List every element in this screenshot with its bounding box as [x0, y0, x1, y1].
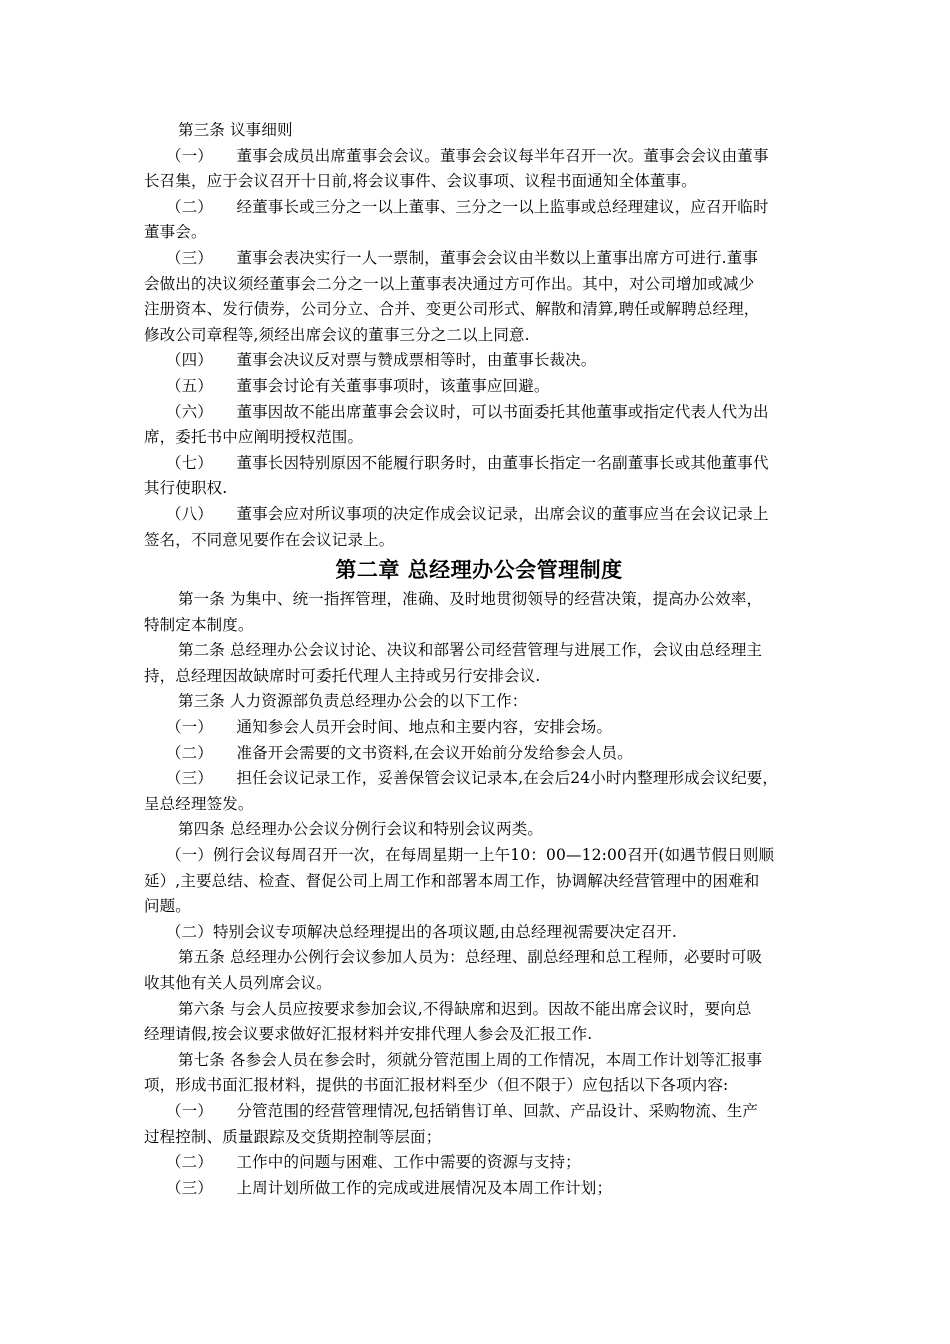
clause-7-line-1: （七） 董事长因特别原因不能履行职务时，由董事长指定一名副董事长或其他董事代 — [166, 453, 769, 472]
clause-1-line-1: （一） 董事会成员出席董事会会议。董事会会议每半年召开一次。董事会会议由董事 — [166, 146, 769, 165]
clause-8-line-1: （八） 董事会应对所议事项的决定作成会议记录，出席会议的董事应当在会议记录上 — [166, 504, 769, 523]
article-5-line-1: 第五条 总经理办公例行会议参加人员为：总经理、副总经理和总工程师，必要时可吸 — [178, 948, 763, 967]
article-3-item-3-line-1: （三） 担任会议记录工作，妥善保管会议记录本,在会后24小时内整理形成会议纪要， — [166, 769, 779, 788]
clause-3-line-3: 注册资本、发行债券，公司分立、合并、变更公司形式、解散和清算,聘任或解聘总经理， — [144, 300, 760, 319]
article-4-line-1: 第四条 总经理办公会议分例行会议和特别会议两类。 — [178, 820, 544, 839]
article-7-line-2: 项，形成书面汇报材料，提供的书面汇报材料至少（但不限于）应包括以下各项内容: — [144, 1076, 729, 1095]
article-5-line-2: 收其他有关人员列席会议。 — [144, 974, 332, 992]
clause-1-line-2: 长召集，应于会议召开十日前,将会议事件、会议事项、议程书面通知全体董事。 — [144, 172, 697, 191]
article-7-item-1-line-1: （一） 分管范围的经营管理情况,包括销售订单、回款、产品设计、采购物流、生产 — [166, 1101, 759, 1120]
article-7-item-3: （三） 上周计划所做工作的完成或进展情况及本周工作计划； — [166, 1178, 613, 1197]
article-1-line-1: 第一条 为集中、统一指挥管理，准确、及时地贯彻领导的经营决策，提高办公效率， — [178, 590, 763, 609]
article-4-item-1-line-3: 问题。 — [144, 897, 191, 916]
article-3-item-3-line-2: 呈总经理签发。 — [144, 794, 254, 813]
article-4-item-1-line-1: （一）例行会议每周召开一次，在每周星期一上午10：00—12:00召开(如遇节假日则顺 — [166, 846, 775, 865]
article-2-line-1: 第二条 总经理办公会议讨论、决议和部署公司经营管理与进展工作，会议由总经理主 — [178, 641, 763, 660]
article-4-item-2: （二）特别会议专项解决总经理提出的各项议题,由总经理视需要决定召开. — [166, 922, 677, 941]
article-7-item-1-line-2: 过程控制、质量跟踪及交货期控制等层面； — [144, 1127, 442, 1146]
clause-7-line-2: 其行使职权. — [144, 479, 228, 498]
clause-3-line-2: 会做出的决议须经董事会二分之一以上董事表决通过方可作出。其中，对公司增加或减少 — [144, 274, 755, 293]
clause-5-line-1: （五） 董事会讨论有关董事事项时，该董事应回避。 — [166, 376, 550, 395]
clause-3-line-4: 修改公司章程等,须经出席会议的董事三分之二以上同意. — [144, 325, 530, 344]
clause-6-line-1: （六） 董事因故不能出席董事会会议时，可以书面委托其他董事或指定代表人代为出 — [166, 402, 769, 421]
chapter-title: 第二章 总经理办公会管理制度 — [335, 558, 623, 583]
article-heading: 第三条 议事细则 — [178, 121, 293, 139]
article-1-line-2: 特制定本制度。 — [144, 615, 254, 634]
clause-2-line-1: （二） 经董事长或三分之一以上董事、三分之一以上监事或总经理建议，应召开临时 — [166, 197, 769, 216]
clause-8-line-2: 签名，不同意见要作在会议记录上。 — [144, 530, 395, 549]
article-6-line-2: 经理请假,按会议要求做好汇报材料并安排代理人参会及汇报工作. — [144, 1025, 593, 1044]
article-7-line-1: 第七条 各参会人员在参会时，须就分管范围上周的工作情况，本周工作计划等汇报事 — [178, 1050, 763, 1069]
article-4-item-1-line-2: 延）,主要总结、检查、督促公司上周工作和部署本周工作，协调解决经营管理中的困难和 — [144, 871, 760, 890]
clause-6-line-2: 席，委托书中应阐明授权范围。 — [144, 428, 364, 447]
clause-4-line-1: （四） 董事会决议反对票与赞成票相等时，由董事长裁决。 — [166, 351, 597, 370]
article-7-item-2: （二） 工作中的问题与困难、工作中需要的资源与支持； — [166, 1153, 581, 1172]
article-6-line-1: 第六条 与会人员应按要求参加会议,不得缺席和迟到。因故不能出席会议时，要向总 — [178, 999, 752, 1018]
clause-2-line-2: 董事会。 — [144, 223, 207, 242]
document-body — [144, 118, 814, 1201]
article-3-item-2: （二） 准备开会需要的文书资料,在会议开始前分发给参会人员。 — [166, 743, 633, 762]
article-2-line-2: 持，总经理因故缺席时可委托代理人主持或另行安排会议. — [144, 666, 541, 685]
clause-3-line-1: （三） 董事会表决实行一人一票制，董事会会议由半数以上董事出席方可进行.董事 — [166, 248, 759, 267]
article-3-line-1: 第三条 人力资源部负责总经理办公会的以下工作： — [178, 692, 528, 711]
article-3-item-1: （一） 通知参会人员开会时间、地点和主要内容，安排会场。 — [166, 718, 613, 737]
